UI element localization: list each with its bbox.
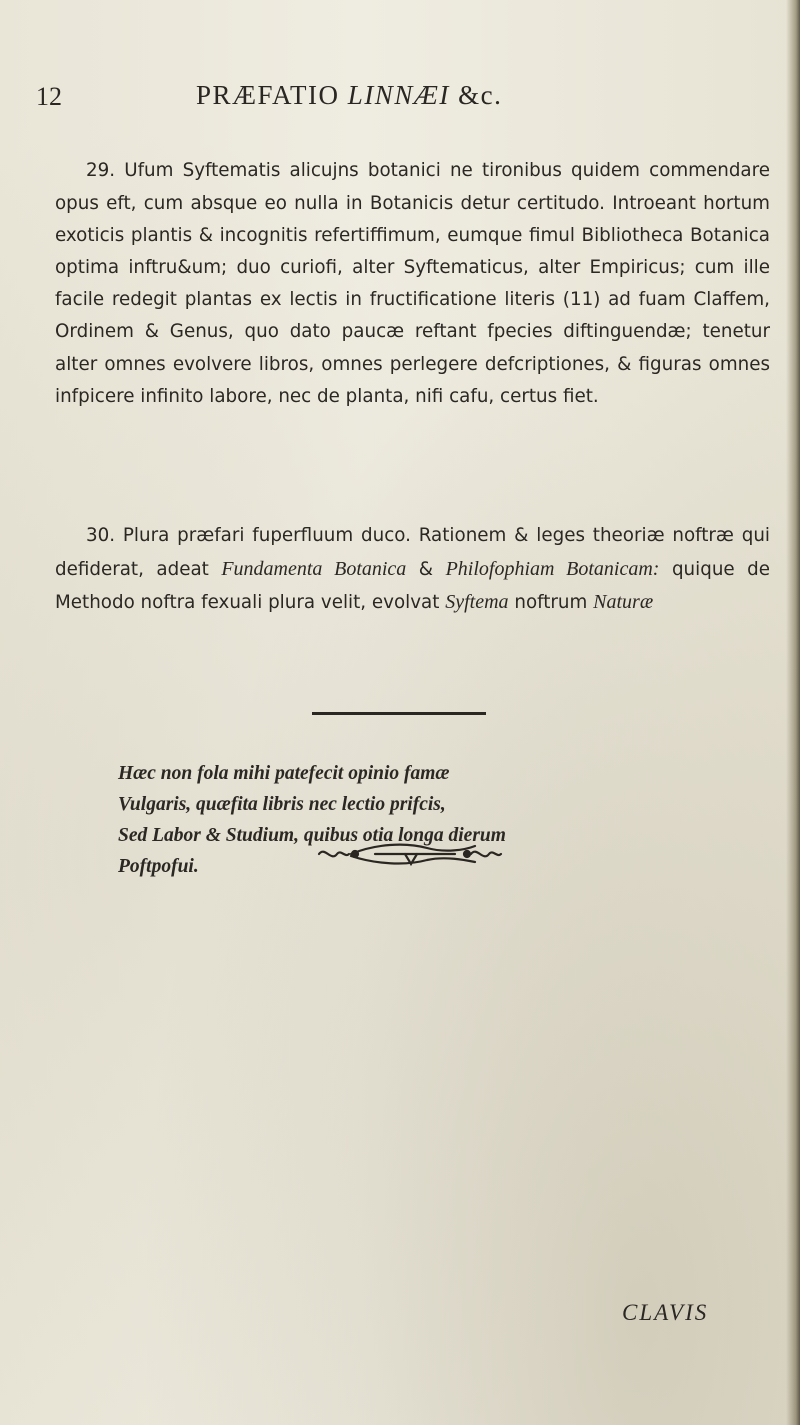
running-head-author: LINNÆI bbox=[347, 80, 450, 110]
page-number: 12 bbox=[36, 82, 62, 111]
section-divider-rule bbox=[312, 712, 486, 715]
paragraph-30 bbox=[55, 520, 770, 619]
catchword: CLAVIS bbox=[622, 1300, 709, 1325]
running-head bbox=[196, 80, 502, 111]
motto-line-4: Poftpofui. bbox=[118, 856, 199, 877]
title-naturae: Naturæ bbox=[593, 590, 654, 613]
paragraph-30-text-3: quique de Methodo noftra fexuali plura velit, evolvat bbox=[55, 558, 770, 613]
motto-line-2: Vulgaris, quæfita libris nec lectio prifcis, bbox=[118, 794, 446, 815]
title-fundamenta-botanica: Fundamenta Botanica bbox=[221, 557, 407, 580]
printer-ornament-icon bbox=[315, 838, 505, 870]
paragraph-29: 29. Ufum Syftematis alicujns botanici ne tironibus quidem commendare opus eft, cum absque eo nulla in Botanicis detur certitudo. Introeant hortum exoticis plantis & incognitis refertiffimum, eumque fimul Bibliotheca Botanica optima inftru&um; duo curiofi, alter Syftematicus, alter Empiricus; cum ille facile redegit plantas ex lectis in fructificatione literis (11) ad fuam Claffem, Ordinem & Genus, quo dato paucæ reftant fpecies diftinguendæ; tenetur alter omnes evolvere libros, omnes perlegere defcriptiones, & figuras omnes infpicere infinito labore, nec de planta, nifi cafu, certus fiet. bbox=[55, 160, 770, 407]
running-head-suffix: &c. bbox=[449, 80, 503, 110]
paragraph-30-text-1: 30. Plura præfari fuperfluum duco. Rationem & leges theoriæ noftræ qui defiderat, adeat bbox=[55, 525, 770, 580]
paragraph-30-text-4: noftrum bbox=[508, 591, 594, 613]
running-head-prefix: PRÆFATIO bbox=[196, 80, 348, 110]
page-edge-shadow bbox=[786, 0, 800, 1425]
motto-line-3: Sed Labor & Studium, quibus otia longa dierum bbox=[118, 825, 506, 846]
title-philosophia-botanica: Philofophiam Botanicam: bbox=[445, 557, 660, 580]
paragraph-30-text-2: & bbox=[406, 558, 446, 580]
title-systema: Syftema bbox=[445, 590, 509, 613]
page-header bbox=[36, 78, 736, 118]
motto-line-1: Hæc non fola mihi patefecit opinio famæ bbox=[118, 763, 450, 784]
